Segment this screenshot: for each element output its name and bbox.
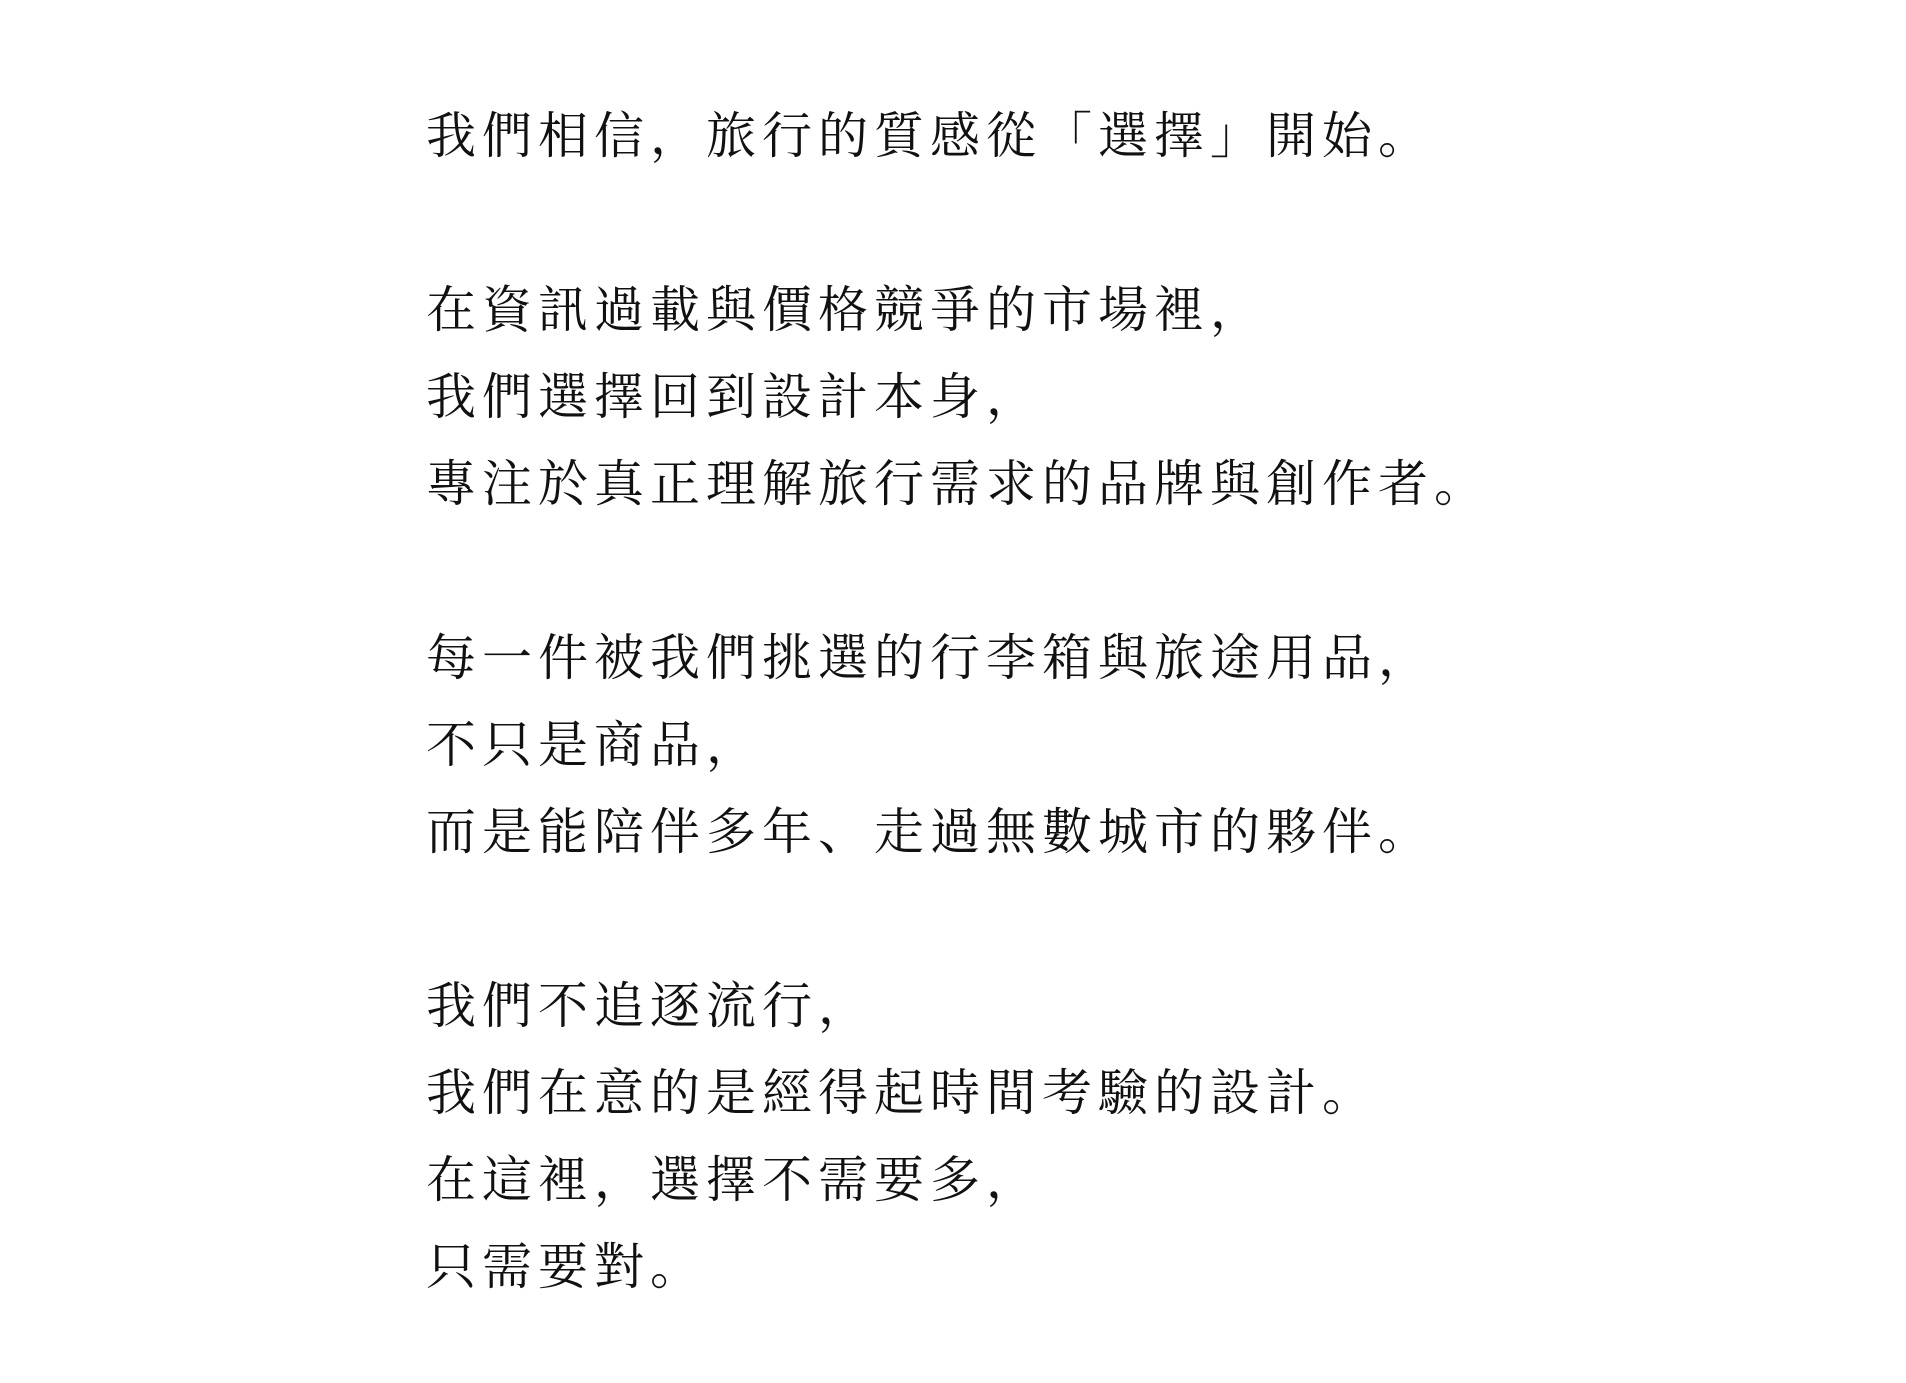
statement-paragraph-2 bbox=[426, 267, 1906, 528]
statement-paragraph-4 bbox=[426, 963, 1906, 1311]
statement-line: 在資訊過載與價格競爭的市場裡， bbox=[426, 281, 1266, 339]
statement-line: 我們在意的是經得起時間考驗的設計。 bbox=[426, 1064, 1378, 1122]
statement-paragraph-3 bbox=[426, 615, 1906, 876]
statement-line: 我們不追逐流行， bbox=[426, 977, 874, 1035]
statement-line: 每一件被我們挑選的行李箱與旅途用品， bbox=[426, 629, 1434, 687]
statement-line: 不只是商品， bbox=[426, 716, 762, 774]
statement-line: 我們相信，旅行的質感從「選擇」開始。 bbox=[426, 107, 1434, 165]
statement-line: 只需要對。 bbox=[426, 1238, 706, 1296]
statement-line: 在這裡，選擇不需要多， bbox=[426, 1151, 1042, 1209]
statement-line: 我們選擇回到設計本身， bbox=[426, 368, 1042, 426]
statement-line: 專注於真正理解旅行需求的品牌與創作者。 bbox=[426, 455, 1490, 513]
statement-paragraph-1 bbox=[426, 93, 1906, 180]
brand-statement bbox=[426, 93, 1906, 1311]
statement-line: 而是能陪伴多年、走過無數城市的夥伴。 bbox=[426, 803, 1434, 861]
